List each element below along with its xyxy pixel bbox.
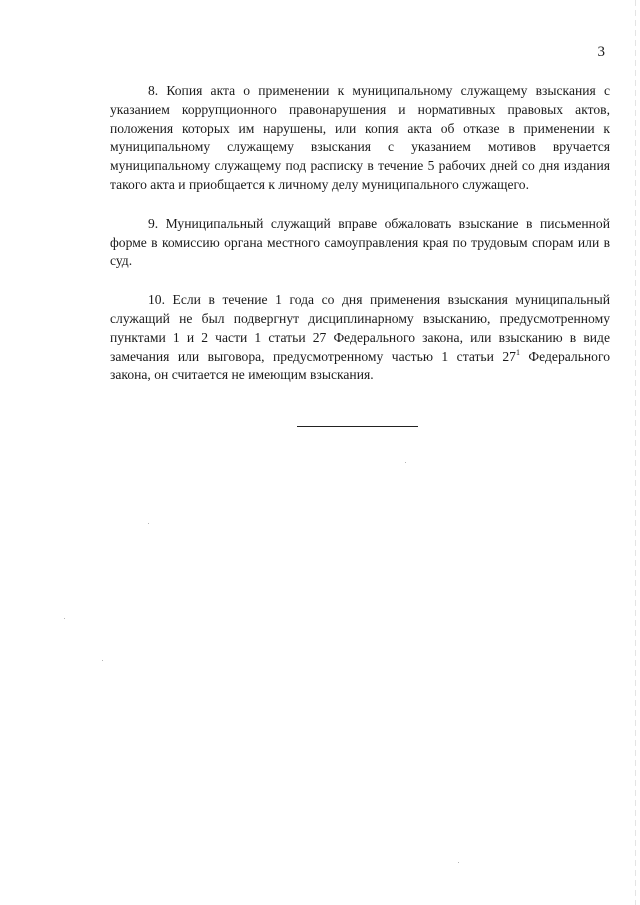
paragraph-10-tail: Федерального закона, он считается не имеющим взыскания. [110, 348, 611, 383]
paragraph-8: 8. Копия акта о применении к муниципальному служащему взыскания с указанием коррупционного правонарушения и нормативных правовых актов, положения которых им нарушены, или копия акта об отказе в применении к муниципальному служащему взыскания с указанием мотивов вручается муниципальному служащему под расписку в течение 5 рабочих дней со дня издания такого акта и приобщается к личному делу муниципального служащего. [110, 83, 610, 192]
paragraph-10 [110, 291, 610, 385]
paragraph-9: 9. Муниципальный служащий вправе обжаловать взыскание в письменной форме в комиссию органа местного самоуправления края по трудовым спорам или в суд. [110, 215, 610, 269]
scan-speck [64, 618, 65, 619]
end-divider-line [297, 426, 418, 427]
scan-speck [148, 523, 149, 524]
paragraph-10-main: 10. Если в течение 1 года со дня применения взыскания муниципальный служащий не был подвергнут дисциплинарному взысканию, предусмотренному пунктами 1 и 2 части 1 статьи 27 Федерального закона, или взысканию в виде замечания или выговора, предусмотренному частью 1 статьи 27 [110, 292, 610, 364]
scan-edge [635, 0, 636, 905]
document-body [110, 82, 610, 405]
scan-speck [102, 660, 103, 661]
article-superscript: 1 [515, 347, 520, 357]
page-number: 3 [597, 44, 605, 60]
scan-speck [458, 862, 459, 863]
scan-speck [405, 462, 406, 463]
